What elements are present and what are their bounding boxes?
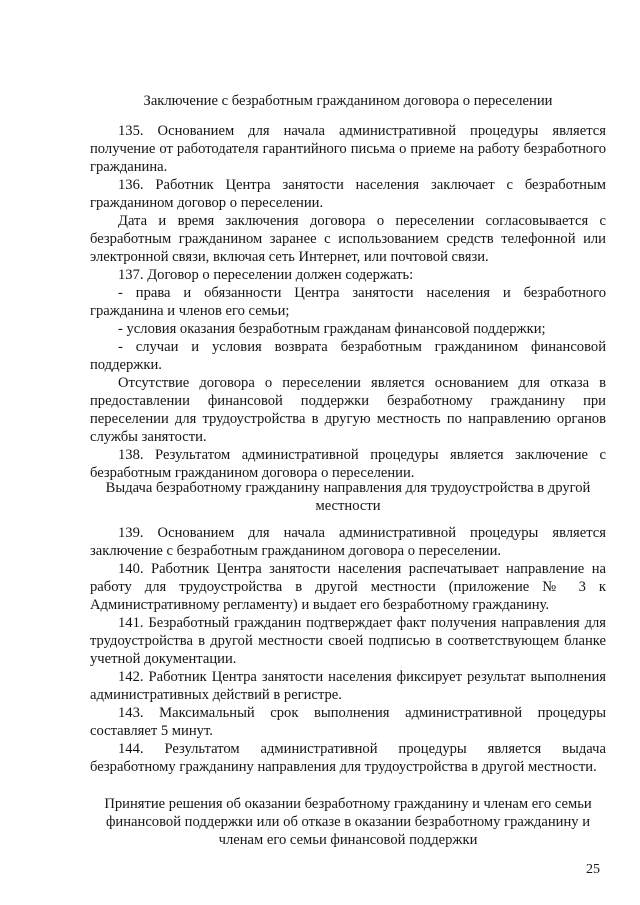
section-body-referral bbox=[90, 524, 606, 776]
section-heading-contract: Заключение с безработным гражданином договора о переселении bbox=[143, 93, 553, 109]
paragraph-137: 137. Договор о переселении должен содержать: bbox=[118, 267, 414, 283]
paragraph-136: 136. Работник Центра занятости населения заключает с безработным гражданином договор о переселении. bbox=[90, 177, 606, 211]
paragraph-143: 143. Максимальный срок выполнения административной процедуры составляет 5 минут. bbox=[90, 705, 606, 739]
paragraph-136-date: Дата и время заключения договора о переселении согласовывается с безработным гражданином заранее с использованием средств телефонной или электронной связи, включая сеть Интернет, или почтовой связи. bbox=[90, 213, 606, 265]
paragraph-142: 142. Работник Центра занятости населения фиксирует результат выполнения административных действий в регистре. bbox=[90, 669, 606, 703]
document-page bbox=[90, 0, 606, 905]
paragraph-140: 140. Работник Центра занятости населения распечатывает направление на работу для трудоустройства в другой местности (приложение № 3 к Административному регламенту) и выдает его безработному гражданину. bbox=[90, 561, 606, 613]
section-body-contract bbox=[90, 122, 606, 482]
list-item-rights: - права и обязанности Центра занятости населения и безработного гражданина и членов его семьи; bbox=[90, 285, 606, 319]
paragraph-144: 144. Результатом административной процедуры является выдача безработному гражданину направления для трудоустройства в другой местности. bbox=[90, 741, 606, 775]
paragraph-absence: Отсутствие договора о переселении является основанием для отказа в предоставлении финансовой поддержки безработному гражданину при переселении для трудоустройства в другую местность по направлению органов службы занятости. bbox=[90, 375, 606, 445]
paragraph-138: 138. Результатом административной процедуры является заключение с безработным гражданином договора о переселении. bbox=[90, 447, 606, 481]
section-heading-referral: Выдача безработному гражданину направления для трудоустройства в другой местности bbox=[105, 480, 591, 514]
list-item-return: - случаи и условия возврата безработным гражданином финансовой поддержки. bbox=[90, 339, 606, 373]
page-number: 25 bbox=[586, 862, 600, 877]
section-heading-financial-support: Принятие решения об оказании безработному гражданину и членам его семьи финансовой поддержки или об отказе в оказании безработному гражданину и членам его семьи финансовой поддержки bbox=[104, 796, 592, 848]
paragraph-141: 141. Безработный гражданин подтверждает факт получения направления для трудоустройства в другой местности своей подписью в соответствующем бланке учетной документации. bbox=[90, 615, 606, 667]
list-item-conditions: - условия оказания безработным гражданам финансовой поддержки; bbox=[118, 321, 546, 337]
paragraph-139: 139. Основанием для начала административной процедуры является заключение с безработным гражданином договора о переселении. bbox=[90, 525, 606, 559]
paragraph-135: 135. Основанием для начала административной процедуры является получение от работодателя гарантийного письма о приеме на работу безработного гражданина. bbox=[90, 123, 606, 175]
